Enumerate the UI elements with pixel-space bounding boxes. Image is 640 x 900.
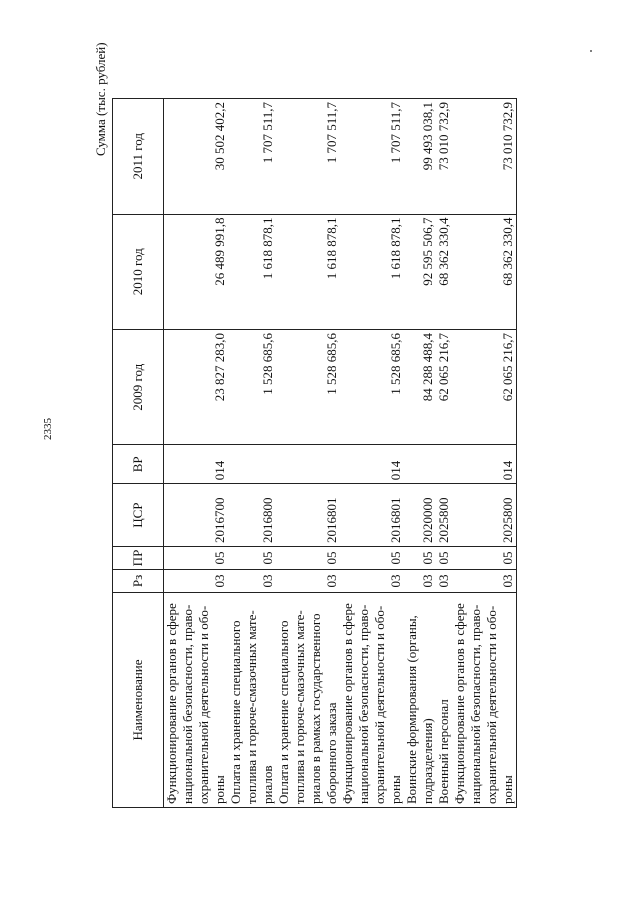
units-caption: Сумма (тыс. рублей): [93, 42, 108, 156]
row-2010: 92 595 506,7: [404, 214, 436, 329]
row-2009: 1 528 685,6: [276, 330, 340, 445]
row-2010: 1 618 878,1: [228, 214, 276, 329]
row-name: Функционирование органов в сфере национальной безопасности, право-охранительной деятельности и обо-роны: [452, 592, 517, 807]
table-row: [228, 99, 276, 808]
row-vr: 014: [340, 445, 404, 484]
row-2010: 1 618 878,1: [276, 214, 340, 329]
row-rz: 03: [164, 569, 229, 592]
row-csr: 2016700: [164, 484, 229, 547]
row-rz: 03: [340, 569, 404, 592]
row-csr: 2016801: [340, 484, 404, 547]
table-row: [436, 99, 452, 808]
row-pr: 05: [404, 547, 436, 570]
row-2009: 1 528 685,6: [228, 330, 276, 445]
row-name: Функционирование органов в сфере национальной безопасности, право-охранительной деятельности и обо-роны: [340, 592, 404, 807]
row-pr: 05: [340, 547, 404, 570]
row-pr: 05: [276, 547, 340, 570]
header-rz: Рз: [113, 569, 164, 592]
row-name: Оплата и хранение специального топлива и горюче-смазочных мате-риалов в рамках государственного оборонного заказа: [276, 592, 340, 807]
row-2011: 73 010 732,9: [452, 99, 517, 215]
header-2010: 2010 год: [113, 214, 164, 329]
row-2010: 26 489 991,8: [164, 214, 229, 329]
row-2009: 62 065 216,7: [436, 330, 452, 445]
row-2011: 30 502 402,2: [164, 99, 229, 215]
row-name: Функционирование органов в сфере национальной безопасности, право-охранительной деятельности и обо-роны: [164, 592, 229, 807]
row-name: Воинские формирования (органы, подразделения): [404, 592, 436, 807]
header-vr: ВР: [113, 445, 164, 484]
row-2009: 23 827 283,0: [164, 330, 229, 445]
budget-table: [112, 98, 517, 808]
table-row: [404, 99, 436, 808]
header-name: Наименование: [113, 592, 164, 807]
row-vr: [276, 445, 340, 484]
table-header-row: [113, 99, 164, 808]
row-vr: 014: [452, 445, 517, 484]
row-vr: 014: [164, 445, 229, 484]
row-name: Военный персонал: [436, 592, 452, 807]
row-csr: 2025800: [436, 484, 452, 547]
row-csr: 2016800: [228, 484, 276, 547]
table-row: [164, 99, 229, 808]
row-rz: 03: [228, 569, 276, 592]
row-2009: 84 288 488,4: [404, 330, 436, 445]
header-2009: 2009 год: [113, 330, 164, 445]
row-pr: 05: [436, 547, 452, 570]
row-2011: 1 707 511,7: [340, 99, 404, 215]
row-vr: [436, 445, 452, 484]
row-csr: 2020000: [404, 484, 436, 547]
table-row: [452, 99, 517, 808]
row-2011: 1 707 511,7: [276, 99, 340, 215]
row-rz: 03: [452, 569, 517, 592]
row-csr: 2025800: [452, 484, 517, 547]
row-rz: 03: [436, 569, 452, 592]
row-vr: [228, 445, 276, 484]
table-row: [276, 99, 340, 808]
row-2010: 68 362 330,4: [452, 214, 517, 329]
header-2011: 2011 год: [113, 99, 164, 215]
table-row: [340, 99, 404, 808]
row-pr: 05: [164, 547, 229, 570]
scan-speck: [590, 50, 592, 52]
row-csr: 2016801: [276, 484, 340, 547]
row-pr: 05: [228, 547, 276, 570]
row-2011: 99 493 038,1: [404, 99, 436, 215]
page-number: 2335: [42, 418, 54, 440]
header-csr: ЦСР: [113, 484, 164, 547]
row-2011: 73 010 732,9: [436, 99, 452, 215]
row-name: Оплата и хранение специального топлива и горюче-смазочных мате-риалов: [228, 592, 276, 807]
row-2010: 68 362 330,4: [436, 214, 452, 329]
row-2011: 1 707 511,7: [228, 99, 276, 215]
row-vr: [404, 445, 436, 484]
row-pr: 05: [452, 547, 517, 570]
row-2009: 62 065 216,7: [452, 330, 517, 445]
row-2009: 1 528 685,6: [340, 330, 404, 445]
row-2010: 1 618 878,1: [340, 214, 404, 329]
row-rz: 03: [404, 569, 436, 592]
header-pr: ПР: [113, 547, 164, 570]
row-rz: 03: [276, 569, 340, 592]
